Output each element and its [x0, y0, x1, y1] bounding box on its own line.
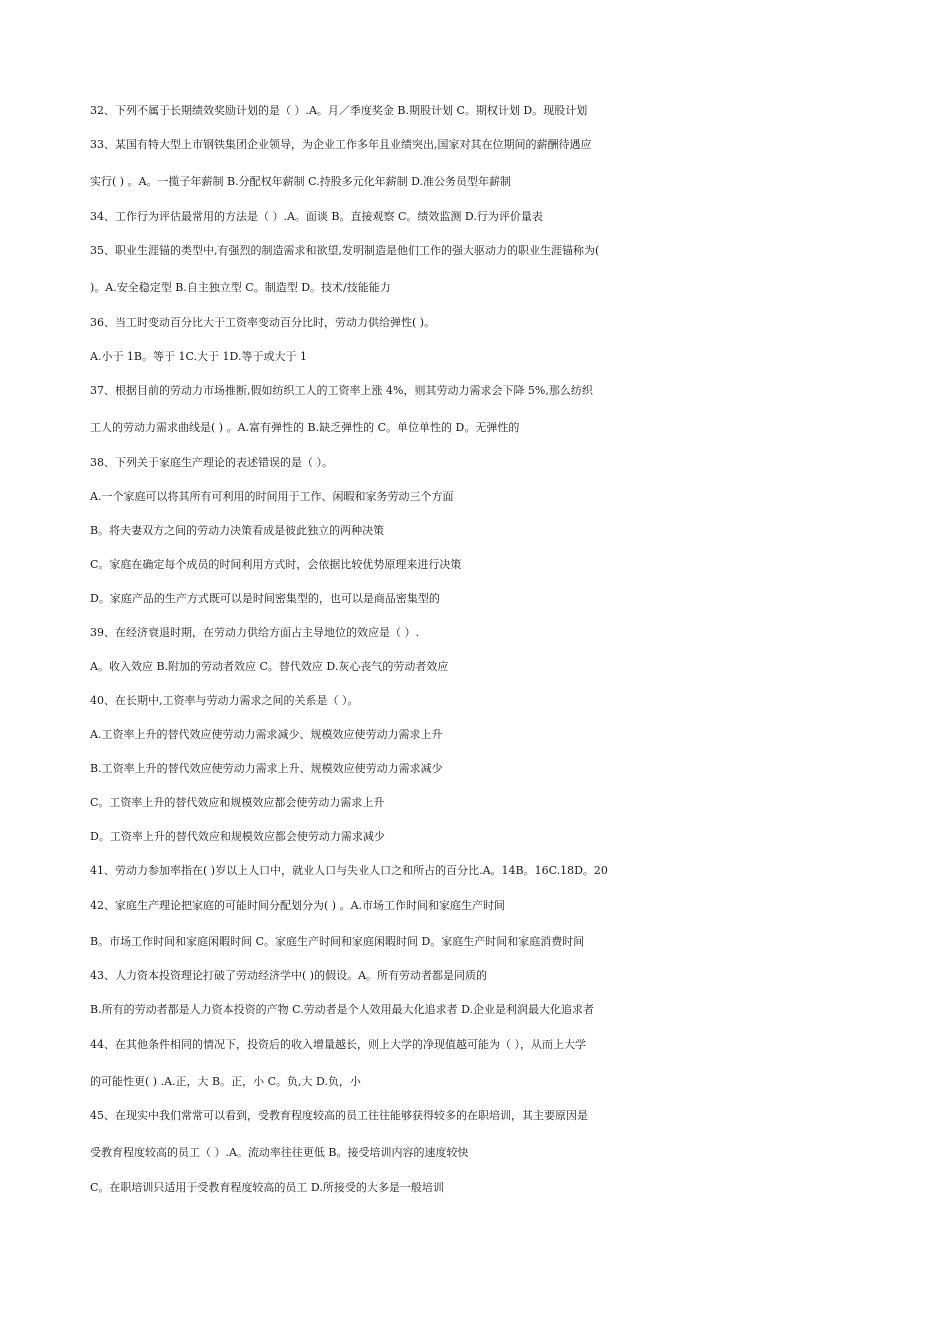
text-line: 实行( ) 。A。一揽子年薪制 B.分配权年薪制 C.持股多元化年薪制 D.准公务员型年薪制 [90, 175, 512, 188]
text-line: 38、下列关于家庭生产理论的表述错误的是（ ）。 [90, 456, 333, 469]
text-line: C。工资率上升的替代效应和规模效应都会使劳动力需求上升 [90, 796, 385, 809]
text-line: A.工资率上升的替代效应使劳动力需求减少、规模效应使劳动力需求上升 [90, 728, 443, 741]
text-line: D。工资率上升的替代效应和规模效应都会使劳动力需求减少 [90, 830, 385, 843]
text-line: C。在职培训只适用于受教育程度较高的员工 D.所接受的大多是一般培训 [90, 1181, 444, 1194]
text-line: 44、在其他条件相同的情况下，投资后的收入增量越长，则上大学的净现值越可能为（ ），从而上大学 [90, 1038, 586, 1051]
text-line: A。收入效应 B.附加的劳动者效应 C。替代效应 D.灰心丧气的劳动者效应 [90, 660, 449, 673]
text-line: B。将夫妻双方之间的劳动力决策看成是彼此独立的两种决策 [90, 524, 385, 537]
text-line: 受教育程度较高的员工（ ）.A。流动率往往更低 B。接受培训内容的速度较快 [90, 1146, 469, 1159]
text-line: 35、职业生涯锚的类型中,有强烈的制造需求和欲望,发明制造是他们工作的强大驱动力的职业生涯锚称为( [90, 244, 600, 257]
text-line: 39、在经济衰退时期，在劳动力供给方面占主导地位的效应是（ ）. [90, 626, 419, 639]
text-line: 的可能性更( ) .A.正，大 B。正，小 C。负,大 D.负，小 [90, 1075, 361, 1088]
text-line: 40、在长期中,工资率与劳动力需求之间的关系是（ ）。 [90, 694, 359, 707]
text-line: 45、在现实中我们常常可以看到，受教育程度较高的员工往往能够获得较多的在职培训，其主要原因是 [90, 1109, 588, 1122]
text-line: C。家庭在确定每个成员的时间利用方式时，会依据比较优势原理来进行决策 [90, 558, 462, 571]
text-line: A.小于 1B。等于 1C.大于 1D.等于或大于 1 [90, 350, 307, 363]
text-line: A.一个家庭可以将其所有可利用的时间用于工作、闲暇和家务劳动三个方面 [90, 490, 454, 503]
text-line: B。市场工作时间和家庭闲暇时间 C。家庭生产时间和家庭闲暇时间 D。家庭生产时间和家庭消费时间 [90, 935, 585, 948]
text-line: 42、家庭生产理论把家庭的可能时间分配划分为( ) 。A.市场工作时间和家庭生产时间 [90, 899, 506, 912]
text-line: B.工资率上升的替代效应使劳动力需求上升、规模效应使劳动力需求减少 [90, 762, 443, 775]
text-line: 工人的劳动力需求曲线是( ) 。A.富有弹性的 B.缺乏弹性的 C。单位单性的 D。无弹性的 [90, 421, 520, 434]
text-line: 34、工作行为评估最常用的方法是（ ）.A。面谈 B。直接观察 C。绩效监测 D.行为评价量表 [90, 210, 543, 223]
text-line: B.所有的劳动者都是人力资本投资的产物 C.劳动者是个人效用最大化追求者 D.企业是利润最大化追求者 [90, 1003, 595, 1016]
text-line: 41、劳动力参加率指在( )岁以上人口中，就业人口与失业人口之和所占的百分比.A。14B。16C.18D。20 [90, 864, 608, 877]
text-line: 37、根据目前的劳动力市场推断,假如纺织工人的工资率上涨 4%，则其劳动力需求会下降 5%,那么纺织 [90, 384, 593, 397]
text-line: D。家庭产品的生产方式既可以是时间密集型的，也可以是商品密集型的 [90, 592, 440, 605]
text-line: )。A.安全稳定型 B.自主独立型 C。制造型 D。技术/技能能力 [90, 281, 391, 294]
text-line: 43、人力资本投资理论打破了劳动经济学中( )的假设。A。所有劳动者都是同质的 [90, 969, 488, 982]
text-line: 32、下列不属于长期绩效奖励计划的是（ ）.A。月／季度奖金 B.期股计划 C。期权计划 D。现股计划 [90, 104, 588, 117]
text-line: 36、当工时变动百分比大于工资率变动百分比时，劳动力供给弹性( )。 [90, 316, 436, 329]
text-line: 33、某国有特大型上市钢铁集团企业领导，为企业工作多年且业绩突出,国家对其在位期间的薪酬待遇应 [90, 138, 592, 151]
